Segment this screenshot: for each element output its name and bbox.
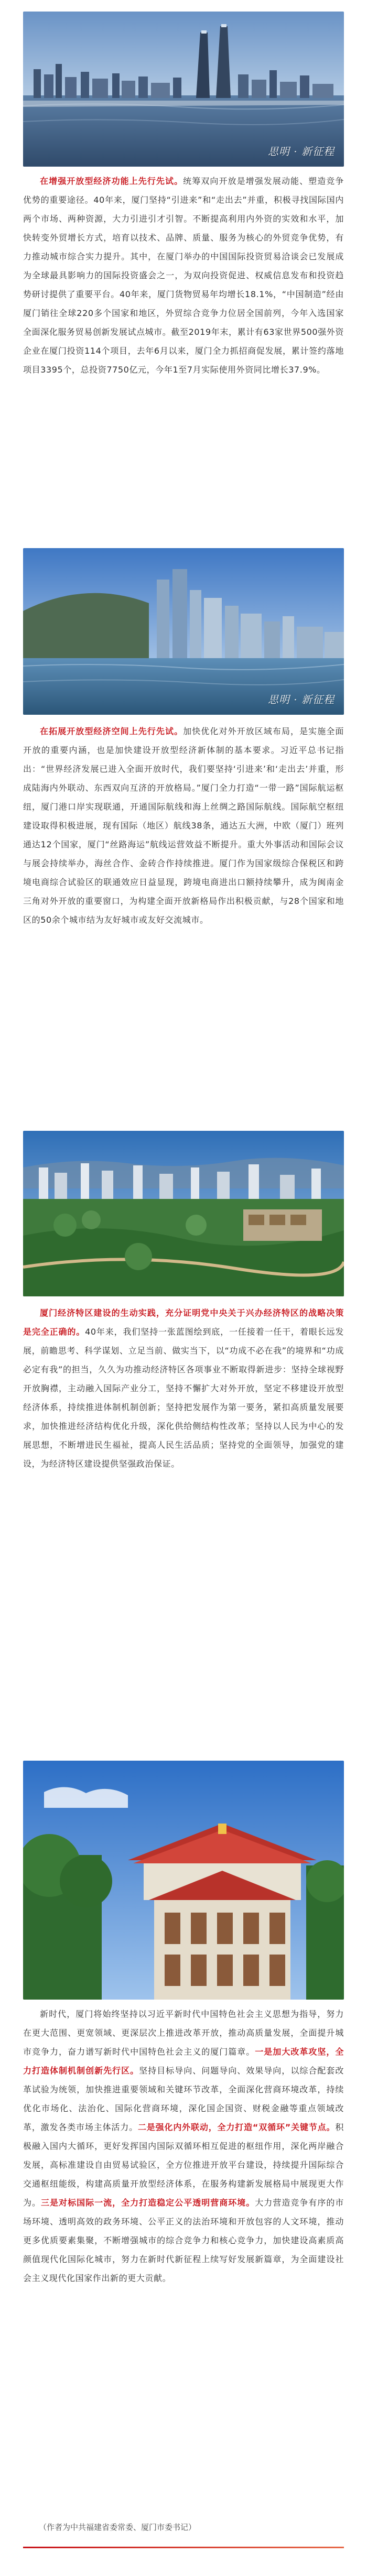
section-4-point-2: 二是强化内外联动，全力打造“双循环”关键节点。: [137, 2122, 336, 2132]
aerial-city-photo: [23, 1131, 344, 1296]
section-4-point-1-body: 坚持目标导向、问题导向、效果导向，以综合配套改革试验为统领，加快推进重要领域和关键环节改革，全面深化营商环境改革，持续优化市场化、法治化、国际化营商环境，深化国企国资、财税金融等重点领域改革，激发各类市场主体活力。: [23, 2066, 344, 2132]
section-2-body: 加快优化对外开放区域布局，是实施全面开放的重要内涵，也是加快建设开放型经济新体制的基本要求。习近平总书记指出：“世界经济发展已进入全面开放时代，我们要坚持‘引进来’和‘走出去’并重，形成陆海内外联动、东西双向互济的开放格局。”厦门全力打造“一带一路”国际航运枢纽，厦门港口岸实现联通，开通国际航线和海上丝绸之路国际航线。国际航空枢纽建设取得积极进展，现有国际（地区）航线38条，通达五大洲，中欧（厦门）班列通达12个国家，厦门“丝路海运”航线运营效益不断提升。重大外事活动和国际会议与展会持续举办，海丝合作、金砖合作持续推进。厦门作为国家级综合保税区和跨境电商综合试验区的联通效应日益显现，跨境电商进出口额持续攀升，成为闽南金三角对外开放的重要窗口，为构建全面开放新格局作出积极贡献，与28个国家和地区的50余个城市结为友好城市或友好交流城市。: [23, 726, 344, 925]
section-2-text: [23, 722, 344, 930]
section-3-body: 40年来，我们坚持一张蓝图绘到底，一任接着一任干，着眼长远发展，前瞻思考、科学谋划、立足当前、做实当下，以“功成不必在我”的境界和“功成必定有我”的担当，久久为功推动经济特区各项事业不断取得新进步：坚持全球视野开放胸襟，主动融入国际产业分工，坚持不懈扩大对外开放，坚定不移建设开放型经济体系，持续推进体制机制创新；坚持把发展作为第一要务，紧扣高质量发展要求，加快推进经济结构优化升级，深化供给侧结构性改革；坚持以人民为中心的发展思想，不断增进民生福祉，提高人民生活品质；坚持党的全面领导，加强党的建设，为经济特区建设提供坚强政治保证。: [23, 1327, 344, 1469]
section-3-paragraph: [23, 1304, 344, 1473]
section-1-lead: 在增强开放型经济功能上先行先试。: [40, 176, 183, 186]
section-4-point-2-body: 积极融入国内大循环，更好发挥国内国际双循环相互促进的枢纽作用，深化两岸融合发展，高标准建设自由贸易试验区，全方位推进开放平台建设，持续提升国际综合交通枢纽能级，构建高质量开放型经济体系，在服务构建新发展格局中展现更大作为。: [23, 2122, 344, 2208]
bottom-divider: [23, 2547, 344, 2548]
section-4-point-3: 三是对标国际一流，全力打造稳定公平透明营商环境。: [41, 2198, 255, 2208]
section-3-text: [23, 1304, 344, 1473]
photo-watermark: 思明 · 新征程: [267, 145, 334, 158]
section-1-text: [23, 172, 344, 379]
section-3-lead: 厦门经济特区建设的生动实践，充分证明党中央关于兴办经济特区的战略决策是完全正确的。: [23, 1308, 344, 1337]
photo-watermark: 思明 · 新征程: [267, 693, 334, 706]
section-4-paragraph: [23, 2005, 344, 2288]
author-credit: （作者为中共福建省委常委、厦门市委书记）: [39, 2523, 197, 2532]
section-1-body: 统筹双向开放是增强发展动能、塑造竞争优势的重要途径。40年来，厦门坚持“引进来”和“走出去”并重，积极寻找国际国内两个市场、两种资源，大力引进引才引智。不断提高利用内外资的实效和水平，加快转变外贸增长方式，培育以技术、品牌、质量、服务为核心的外贸竞争优势，有力推动城市综合实力提升。其中，在厦门举办的中国国际投资贸易洽谈会已发展成为全球最具影响力的国际投资盛会之一，为双向投资促进、权威信息发布和投资趋势研讨提供了重要平台。40年来，厦门货物贸易年均增长18.1%，“中国制造”经由厦门销往全球220多个国家和地区，外贸综合竞争力位居全国前列，今年入选国家全面深化服务贸易创新发展试点城市。截至2019年末，累计有63家世界500强外资企业在厦门投资114个项目，去年6月以来，厦门全力抓招商促发展，累计签约落地项目3395个，总投资7750亿元，今年1至7月实际使用外资同比增长37.9%。: [23, 176, 344, 375]
section-4-intro: 新时代，厦门将始终坚持以习近平新时代中国特色社会主义思想为指导，努力在更大范围、更宽领域、更深层次上推进改革开放，推动高质量发展，全面提升城市竞争力，奋力谱写新时代中国特色社会主义的厦门篇章。: [23, 2009, 344, 2057]
section-1-paragraph: [23, 172, 344, 379]
historic-building-photo: [23, 1761, 344, 2000]
skyline-photo-1: [23, 12, 344, 167]
section-4-text: [23, 2005, 344, 2288]
section-4-point-3-body: 大力营造竞争有序的市场环境、透明高效的政务环境、公平正义的法治环境和开放包容的人文环境，推动更多优质要素集聚，不断增强城市的综合竞争力和核心竞争力，加快建设高素质高颜值现代化国际化城市，努力在新时代新征程上续写好发展新篇章，为全面建设社会主义现代化国家作出新的更大贡献。: [23, 2198, 344, 2283]
section-2-paragraph: [23, 722, 344, 930]
skyline-photo-2: [23, 548, 344, 715]
section-4-point-1: 一是加大改革攻坚，全力打造体制机制创新先行区。: [23, 2047, 344, 2076]
section-2-lead: 在拓展开放型经济空间上先行先试。: [40, 726, 183, 736]
